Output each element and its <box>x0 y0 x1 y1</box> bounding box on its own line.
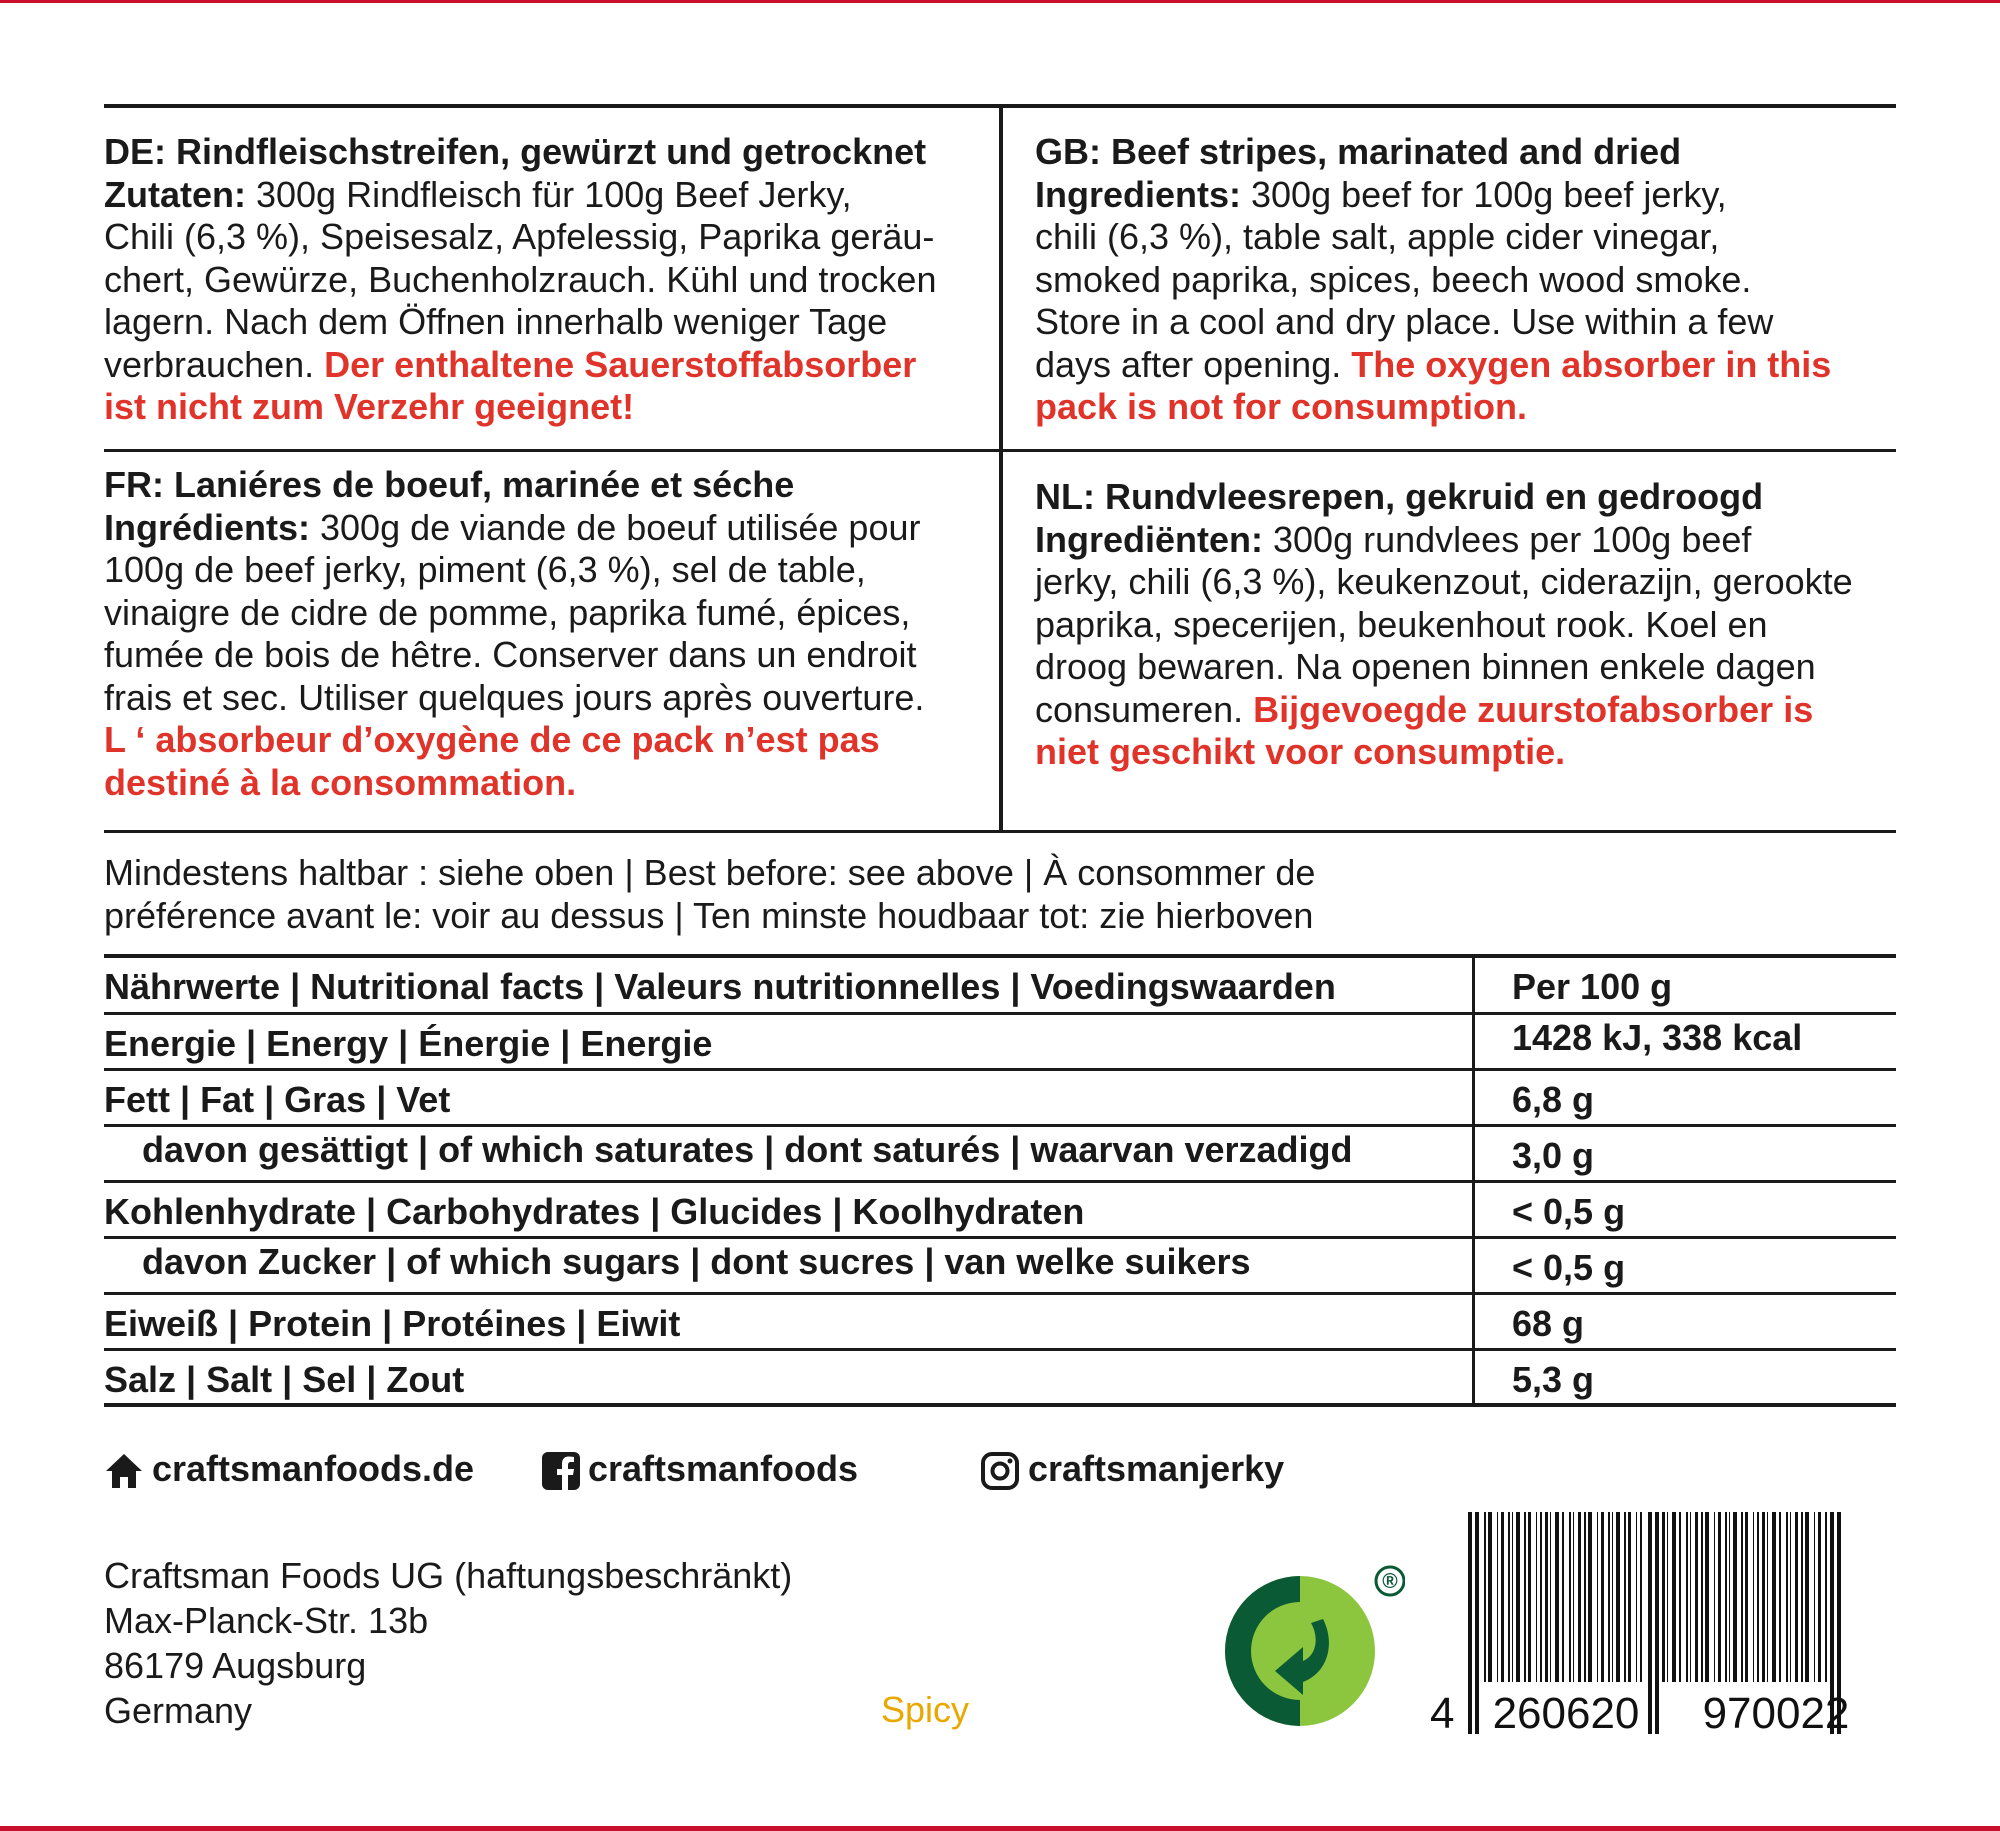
barcode-bar <box>1705 1512 1709 1682</box>
barcode-bar <box>1628 1512 1631 1682</box>
barcode-bar <box>1640 1512 1642 1682</box>
barcode-bar <box>1536 1512 1537 1682</box>
barcode-bar <box>1601 1512 1604 1682</box>
barcode <box>1428 1512 1903 1734</box>
line: chili (6,3 %), table salt, apple cider vinegar, <box>1035 216 1720 257</box>
barcode-bar <box>1468 1512 1472 1734</box>
label-fr: Ingrédients: <box>104 506 311 548</box>
warning-nl: Bijgevoegde zuurstofabsorber is <box>1253 688 1814 730</box>
barcode-bar <box>1795 1512 1798 1682</box>
nutrient-label: Energie | Energy | Énergie | Energie <box>104 1023 713 1064</box>
nutrition-row <box>104 1295 1896 1351</box>
nutrient-label: Fett | Fat | Gras | Vet <box>104 1079 451 1120</box>
barcode-bar <box>1562 1512 1564 1682</box>
nutrient-value: 1428 kJ, 338 kcal <box>1512 1017 1803 1058</box>
nutrition-header-label: Nährwerte | Nutritional facts | Valeurs nutritionnelles | Voedingswaarden <box>104 966 1336 1007</box>
facebook-icon <box>542 1452 580 1490</box>
nutrient-label: davon Zucker | of which sugars | dont sucres | van welke suikers <box>142 1241 1251 1282</box>
line: fumée de bois de hêtre. Conserver dans un endroit <box>104 634 917 675</box>
barcode-bar <box>1569 1512 1571 1682</box>
barcode-bar <box>1695 1512 1698 1682</box>
line: Ingrédients: 300g de viande de boeuf utilisée pour <box>104 506 921 548</box>
line: Ingrediënten: 300g rundvlees per 100g beef <box>1035 518 1752 560</box>
barcode-bar <box>1818 1512 1821 1682</box>
nutrition-row <box>104 1071 1896 1127</box>
line: paprika, specerijen, beukenhout rook. Koel en <box>1035 603 1768 645</box>
nutrient-value: 68 g <box>1512 1303 1585 1344</box>
barcode-bar <box>1597 1512 1598 1682</box>
heading-fr: FR: Laniéres de boeuf, marinée et séche <box>104 464 795 505</box>
barcode-bar <box>1624 1512 1626 1682</box>
barcode-digit-first: 4 <box>1430 1689 1455 1734</box>
barcode-bar <box>1679 1512 1681 1682</box>
ingredients-de <box>104 131 984 429</box>
line: chert, Gewürze, Buchenholzrauch. Kühl und trocken <box>104 258 937 300</box>
website-link[interactable] <box>104 1448 474 1494</box>
warning-fr: L ‘ absorbeur d’oxygène de ce pack n’est pas <box>104 719 880 760</box>
barcode-bar <box>1555 1512 1559 1682</box>
barcode-bar <box>1753 1512 1754 1682</box>
barcode-bar <box>1667 1512 1668 1682</box>
barcode-bar <box>1545 1512 1548 1682</box>
instagram-link[interactable] <box>980 1448 1284 1494</box>
warning-gb-2: pack is not for consumption. <box>1035 386 1528 427</box>
barcode-bar <box>1745 1512 1748 1682</box>
barcode-bar <box>1612 1512 1613 1682</box>
barcode-bar <box>1516 1512 1520 1682</box>
heading-de: DE: Rindfleischstreifen, gewürzt und getrocknet <box>104 131 927 172</box>
warning-de-2: ist nicht zum Verzehr geeignet! <box>104 386 635 427</box>
barcode-bar <box>1655 1512 1659 1734</box>
barcode-bar <box>1648 1512 1652 1734</box>
street: Max-Planck-Str. 13b <box>104 1600 429 1641</box>
nutrition-row <box>104 1015 1896 1071</box>
barcode-bar <box>1690 1512 1691 1682</box>
best-before-line: Mindestens haltbar : siehe oben | Best before: see above | À consommer de <box>104 852 1316 893</box>
website-text: craftsmanfoods.de <box>152 1448 475 1489</box>
barcode-bar <box>1588 1512 1592 1682</box>
barcode-bar <box>1686 1512 1688 1682</box>
line: days after opening. The oxygen absorber in this <box>1035 343 1832 385</box>
barcode-group-2: 970022 <box>1702 1689 1850 1734</box>
label-gb: Ingredients: <box>1035 173 1242 215</box>
barcode-bar <box>1512 1512 1513 1682</box>
barcode-bar <box>1578 1512 1581 1682</box>
company-name: Craftsman Foods UG (haftungsbeschränkt) <box>104 1555 793 1596</box>
barcode-bar <box>1718 1512 1721 1682</box>
barcode-bar <box>1786 1512 1788 1682</box>
rule-bottom <box>104 830 1896 833</box>
nutrition-row <box>104 1351 1896 1407</box>
nutrient-value: 3,0 g <box>1512 1135 1595 1176</box>
warning-de: Der enthaltene Sauerstoffabsorber <box>324 343 917 385</box>
nutrient-value: 6,8 g <box>1512 1079 1595 1120</box>
barcode-bar <box>1701 1512 1703 1682</box>
line: frais et sec. Utiliser quelques jours après ouverture. <box>104 676 925 718</box>
barcode-bar <box>1729 1512 1730 1682</box>
company-address <box>104 1553 792 1733</box>
barcode-bar <box>1616 1512 1620 1682</box>
barcode-bar <box>1524 1512 1526 1682</box>
nutrient-label: Kohlenhydrate | Carbohydrates | Glucides | Koolhydraten <box>104 1191 1085 1232</box>
line: verbrauchen. Der enthaltene Sauerstoffabsorber <box>104 343 917 385</box>
nutrition-header-value: Per 100 g <box>1512 966 1673 1007</box>
facebook-text: craftsmanfoods <box>588 1448 859 1489</box>
ingredients-gb <box>1035 131 1895 429</box>
nutrition-row <box>104 1127 1896 1183</box>
facebook-link[interactable] <box>542 1448 858 1494</box>
barcode-bar <box>1772 1512 1776 1682</box>
ingredients-fr <box>104 464 984 804</box>
barcode-bar <box>1741 1512 1743 1682</box>
registered-mark: ® <box>1382 1570 1398 1593</box>
barcode-bar <box>1497 1512 1498 1682</box>
line: Zutaten: 300g Rindfleisch für 100g Beef Jerky, <box>104 173 852 215</box>
nutrient-value: < 0,5 g <box>1512 1247 1626 1288</box>
barcode-bar <box>1573 1512 1574 1682</box>
barcode-bar <box>1767 1512 1768 1682</box>
warning-fr-2: destiné à la consommation. <box>104 761 577 803</box>
best-before <box>104 852 1454 937</box>
barcode-bar <box>1584 1512 1586 1682</box>
nutrient-value: 5,3 g <box>1512 1359 1595 1400</box>
barcode-bar <box>1528 1512 1531 1682</box>
line: droog bewaren. Na openen binnen enkele dagen <box>1035 646 1816 687</box>
variant-label: Spicy <box>881 1689 970 1730</box>
nutrient-label: Salz | Salt | Sel | Zout <box>104 1359 465 1400</box>
heading-gb: GB: Beef stripes, marinated and dried <box>1035 131 1682 172</box>
barcode-bar <box>1508 1512 1510 1682</box>
barcode-group-1: 260620 <box>1492 1689 1640 1734</box>
barcode-bar <box>1714 1512 1715 1682</box>
barcode-bar <box>1550 1512 1551 1682</box>
line: Store in a cool and dry place. Use within a few <box>1035 301 1774 342</box>
barcode-bar <box>1475 1512 1479 1734</box>
line: Chili (6,3 %), Speisesalz, Apfelessig, Paprika geräu- <box>104 216 935 257</box>
nutrient-label: davon gesättigt | of which saturates | dont saturés | waarvan verzadigd <box>142 1129 1353 1170</box>
rule-vertical <box>999 108 1003 830</box>
barcode-bar <box>1608 1512 1610 1682</box>
nutrition-row <box>104 1183 1896 1239</box>
label-nl: Ingrediënten: <box>1035 518 1264 560</box>
country: Germany <box>104 1690 253 1731</box>
barcode-bar <box>1725 1512 1727 1682</box>
barcode-bar <box>1825 1512 1827 1682</box>
instagram-icon <box>980 1451 1020 1491</box>
line: consumeren. Bijgevoegde zuurstofabsorber is <box>1035 688 1814 730</box>
line: Ingredients: 300g beef for 100g beef jerky, <box>1035 173 1727 215</box>
gruener-punkt-logo <box>1225 1565 1405 1740</box>
barcode-bar <box>1672 1512 1676 1682</box>
heading-nl: NL: Rundvleesrepen, gekruid en gedroogd <box>1035 476 1764 517</box>
barcode-bar <box>1779 1512 1781 1682</box>
barcode-bar <box>1805 1512 1809 1682</box>
barcode-bar <box>1762 1512 1765 1682</box>
line: smoked paprika, spices, beech wood smoke. <box>1035 258 1752 300</box>
line: jerky, chili (6,3 %), keukenzout, ciderazijn, gerookte <box>1035 561 1853 602</box>
barcode-bar <box>1790 1512 1791 1682</box>
ingredients-nl <box>1035 476 1895 774</box>
barcode-bar <box>1814 1512 1815 1682</box>
barcode-bar <box>1733 1512 1737 1682</box>
barcode-bar <box>1757 1512 1759 1682</box>
nutrient-label: Eiweiß | Protein | Protéines | Eiwit <box>104 1303 681 1344</box>
barcode-bar <box>1488 1512 1492 1682</box>
warning-gb: The oxygen absorber in this <box>1351 343 1832 385</box>
line: vinaigre de cidre de pomme, paprika fumé, épices, <box>104 591 911 633</box>
nutrition-header <box>104 958 1896 1014</box>
nutrition-row <box>104 1239 1896 1295</box>
home-icon <box>104 1452 144 1490</box>
barcode-bar <box>1501 1512 1504 1682</box>
city: 86179 Augsburg <box>104 1645 367 1686</box>
barcode-bar <box>1636 1512 1637 1682</box>
warning-nl-2: niet geschikt voor consumptie. <box>1035 731 1566 772</box>
barcode-bar <box>1484 1512 1486 1682</box>
top-border <box>0 0 2000 3</box>
instagram-text: craftsmanjerky <box>1028 1448 1285 1489</box>
nutrient-value: < 0,5 g <box>1512 1191 1626 1232</box>
best-before-line: préférence avant le: voir au dessus | Ten minste houdbaar tot: zie hierboven <box>104 894 1314 936</box>
barcode-bar <box>1801 1512 1803 1682</box>
bottom-border <box>0 1826 2000 1831</box>
line: lagern. Nach dem Öffnen innerhalb weniger Tage <box>104 301 888 342</box>
label-de: Zutaten: <box>104 173 246 215</box>
line: 100g de beef jerky, piment (6,3 %), sel de table, <box>104 549 866 590</box>
barcode-bar <box>1662 1512 1665 1682</box>
barcode-bar <box>1540 1512 1542 1682</box>
